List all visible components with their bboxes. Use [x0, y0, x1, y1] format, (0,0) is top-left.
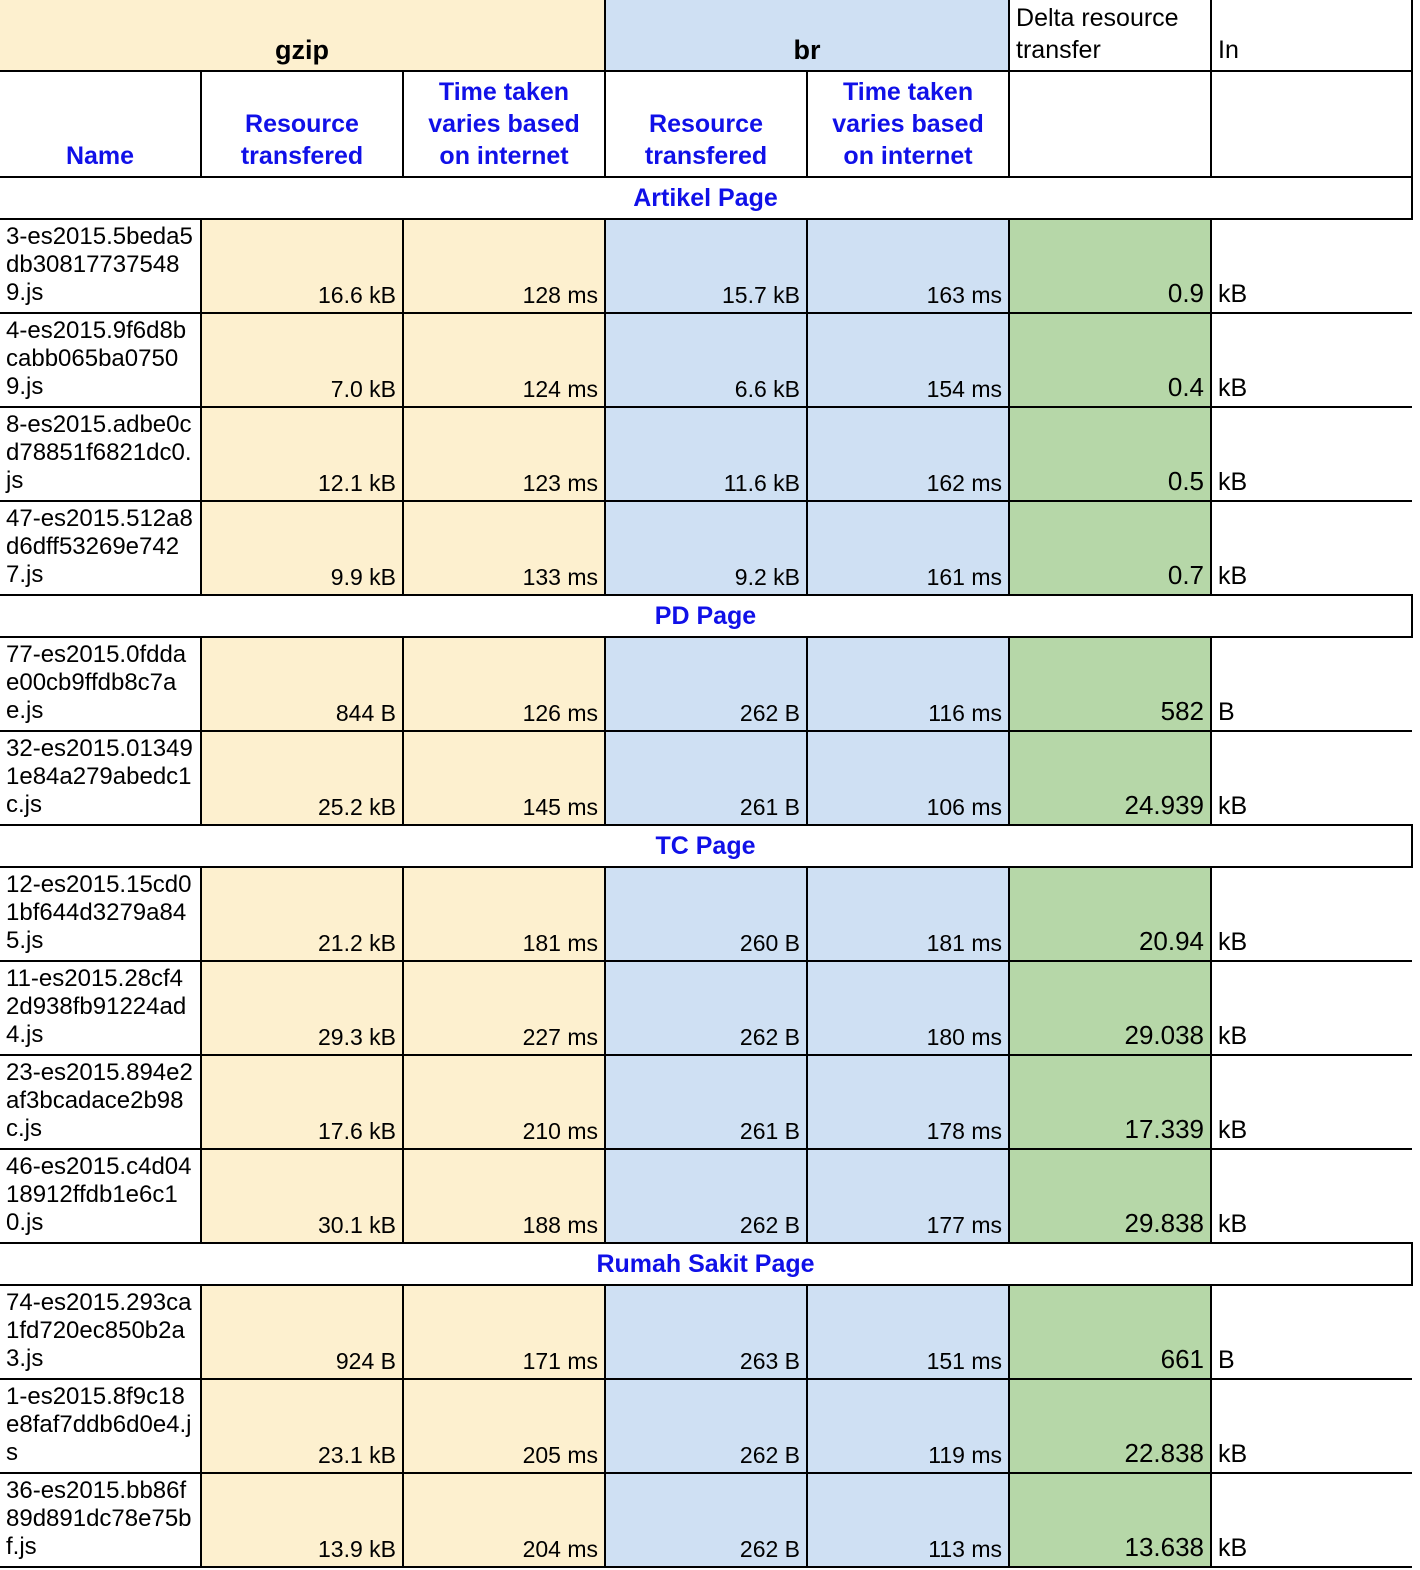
gzip-time-cell[interactable]: 145 ms: [403, 731, 605, 825]
br-size-cell[interactable]: 11.6 kB: [605, 407, 807, 501]
br-size-cell[interactable]: 262 B: [605, 1379, 807, 1473]
header-row-groups: [0, 0, 1412, 71]
br-time-cell[interactable]: 116 ms: [807, 637, 1009, 731]
gzip-size-cell[interactable]: 7.0 kB: [201, 313, 403, 407]
delta-header-line2: transfer: [1016, 36, 1101, 64]
br-size-cell[interactable]: 262 B: [605, 961, 807, 1055]
gzip-size-cell[interactable]: 844 B: [201, 637, 403, 731]
file-name-cell[interactable]: 23-es2015.894e2af3bcadace2b98c.js: [0, 1055, 201, 1149]
delta-value-cell[interactable]: 29.038: [1009, 961, 1211, 1055]
table-row: [0, 1473, 1412, 1567]
gzip-size-cell[interactable]: 13.9 kB: [201, 1473, 403, 1567]
delta-unit-cell[interactable]: kB: [1211, 313, 1412, 407]
gzip-time-line1: Time taken: [438, 78, 570, 106]
delta-value-cell[interactable]: 13.638: [1009, 1473, 1211, 1567]
br-time-cell[interactable]: 113 ms: [807, 1473, 1009, 1567]
br-size-cell[interactable]: 262 B: [605, 1473, 807, 1567]
br-size-cell[interactable]: 262 B: [605, 637, 807, 731]
gzip-size-cell[interactable]: 924 B: [201, 1285, 403, 1379]
br-size-cell[interactable]: 9.2 kB: [605, 501, 807, 595]
delta-value-cell[interactable]: 0.5: [1009, 407, 1211, 501]
delta-value-cell[interactable]: 661: [1009, 1285, 1211, 1379]
table-row: [0, 961, 1412, 1055]
gzip-size-cell[interactable]: 21.2 kB: [201, 867, 403, 961]
gzip-size-cell[interactable]: 17.6 kB: [201, 1055, 403, 1149]
delta-value-cell[interactable]: 0.4: [1009, 313, 1211, 407]
br-time-cell[interactable]: 177 ms: [807, 1149, 1009, 1243]
br-time-line3: on internet: [843, 142, 973, 170]
br-time-cell[interactable]: 154 ms: [807, 313, 1009, 407]
delta-unit-cell[interactable]: kB: [1211, 961, 1412, 1055]
file-name-cell[interactable]: 36-es2015.bb86f89d891dc78e75bf.js: [0, 1473, 201, 1567]
br-size-cell[interactable]: 15.7 kB: [605, 219, 807, 313]
table-row: [0, 1285, 1412, 1379]
gzip-time-column-header[interactable]: [403, 71, 605, 177]
gzip-time-cell[interactable]: 205 ms: [403, 1379, 605, 1473]
delta-value-cell[interactable]: 0.7: [1009, 501, 1211, 595]
file-name-cell[interactable]: 47-es2015.512a8d6dff53269e7427.js: [0, 501, 201, 595]
gzip-time-cell[interactable]: 126 ms: [403, 637, 605, 731]
file-name-cell[interactable]: 46-es2015.c4d0418912ffdb1e6c10.js: [0, 1149, 201, 1243]
section-row: [0, 595, 1412, 637]
header-row-columns: [0, 71, 1412, 177]
section-row: [0, 1243, 1412, 1285]
br-time-cell[interactable]: 119 ms: [807, 1379, 1009, 1473]
file-name-cell[interactable]: 12-es2015.15cd01bf644d3279a845.js: [0, 867, 201, 961]
file-name-cell[interactable]: 11-es2015.28cf42d938fb91224ad4.js: [0, 961, 201, 1055]
section-title[interactable]: Artikel Page: [0, 177, 1412, 219]
gzip-time-cell[interactable]: 123 ms: [403, 407, 605, 501]
delta-value-cell[interactable]: 24.939: [1009, 731, 1211, 825]
br-time-cell[interactable]: 161 ms: [807, 501, 1009, 595]
gzip-time-cell[interactable]: 128 ms: [403, 219, 605, 313]
delta-column-header-blank[interactable]: [1009, 71, 1211, 177]
name-column-header[interactable]: Name: [0, 71, 201, 177]
gzip-resource-column-header[interactable]: [201, 71, 403, 177]
file-name-cell[interactable]: 3-es2015.5beda5db308177375489.js: [0, 219, 201, 313]
br-size-cell[interactable]: 262 B: [605, 1149, 807, 1243]
table-row: [0, 1055, 1412, 1149]
br-time-cell[interactable]: 162 ms: [807, 407, 1009, 501]
gzip-time-cell[interactable]: 210 ms: [403, 1055, 605, 1149]
br-size-cell[interactable]: 260 B: [605, 867, 807, 961]
br-time-cell[interactable]: 163 ms: [807, 219, 1009, 313]
gzip-time-cell[interactable]: 171 ms: [403, 1285, 605, 1379]
table-row: [0, 219, 1412, 313]
br-time-cell[interactable]: 151 ms: [807, 1285, 1009, 1379]
gzip-resource-line1: Resource: [245, 110, 359, 138]
gzip-time-cell[interactable]: 181 ms: [403, 867, 605, 961]
gzip-group-header[interactable]: gzip: [0, 0, 605, 71]
gzip-time-cell[interactable]: 124 ms: [403, 313, 605, 407]
delta-unit-cell[interactable]: kB: [1211, 501, 1412, 595]
table-row: [0, 1149, 1412, 1243]
br-time-cell[interactable]: 178 ms: [807, 1055, 1009, 1149]
br-time-column-header[interactable]: [807, 71, 1009, 177]
file-name-cell[interactable]: 74-es2015.293ca1fd720ec850b2a3.js: [0, 1285, 201, 1379]
br-resource-line1: Resource: [649, 110, 763, 138]
file-name-cell[interactable]: 8-es2015.adbe0cd78851f6821dc0.js: [0, 407, 201, 501]
file-name-cell[interactable]: 1-es2015.8f9c18e8faf7ddb6d0e4.js: [0, 1379, 201, 1473]
delta-unit-cell[interactable]: kB: [1211, 1055, 1412, 1149]
delta-value-cell[interactable]: 22.838: [1009, 1379, 1211, 1473]
gzip-time-cell[interactable]: 133 ms: [403, 501, 605, 595]
section-title[interactable]: Rumah Sakit Page: [0, 1243, 1412, 1285]
br-resource-line2: transfered: [644, 142, 768, 170]
delta-unit-cell[interactable]: B: [1211, 1285, 1412, 1379]
br-time-cell[interactable]: 181 ms: [807, 867, 1009, 961]
gzip-size-cell[interactable]: 16.6 kB: [201, 219, 403, 313]
delta-value-cell[interactable]: 20.94: [1009, 867, 1211, 961]
delta-value-cell[interactable]: 17.339: [1009, 1055, 1211, 1149]
table-row: [0, 867, 1412, 961]
gzip-time-cell[interactable]: 188 ms: [403, 1149, 605, 1243]
table-row: [0, 501, 1412, 595]
table-row: [0, 637, 1412, 731]
file-name-cell[interactable]: 4-es2015.9f6d8bcabb065ba07509.js: [0, 313, 201, 407]
table-row: [0, 407, 1412, 501]
delta-unit-cell[interactable]: kB: [1211, 1473, 1412, 1567]
delta-unit-cell[interactable]: kB: [1211, 867, 1412, 961]
table-row: [0, 731, 1412, 825]
gzip-time-line3: on internet: [439, 142, 569, 170]
delta-value-cell[interactable]: 582: [1009, 637, 1211, 731]
gzip-size-cell[interactable]: 29.3 kB: [201, 961, 403, 1055]
delta-unit-cell[interactable]: kB: [1211, 731, 1412, 825]
gzip-resource-line2: transfered: [240, 142, 364, 170]
gzip-time-cell[interactable]: 227 ms: [403, 961, 605, 1055]
delta-unit-cell[interactable]: kB: [1211, 219, 1412, 313]
br-time-cell[interactable]: 106 ms: [807, 731, 1009, 825]
section-title[interactable]: TC Page: [0, 825, 1412, 867]
br-resource-column-header[interactable]: [605, 71, 807, 177]
section-row: [0, 825, 1412, 867]
delta-value-cell[interactable]: 0.9: [1009, 219, 1211, 313]
table-row: [0, 313, 1412, 407]
br-size-cell[interactable]: 263 B: [605, 1285, 807, 1379]
delta-unit-cell[interactable]: kB: [1211, 407, 1412, 501]
gzip-size-cell[interactable]: 30.1 kB: [201, 1149, 403, 1243]
delta-unit-cell[interactable]: kB: [1211, 1379, 1412, 1473]
br-size-cell[interactable]: 261 B: [605, 731, 807, 825]
gzip-size-cell[interactable]: 23.1 kB: [201, 1379, 403, 1473]
delta-header-line1: Delta resource: [1016, 4, 1179, 32]
gzip-size-cell[interactable]: 25.2 kB: [201, 731, 403, 825]
delta-value-cell[interactable]: 29.838: [1009, 1149, 1211, 1243]
br-size-cell[interactable]: 6.6 kB: [605, 313, 807, 407]
br-time-line1: Time taken: [842, 78, 974, 106]
br-size-cell[interactable]: 261 B: [605, 1055, 807, 1149]
delta-header[interactable]: [1009, 0, 1211, 71]
in-header[interactable]: In: [1211, 0, 1412, 71]
delta-unit-cell[interactable]: B: [1211, 637, 1412, 731]
section-row: [0, 177, 1412, 219]
table-row: [0, 1379, 1412, 1473]
gzip-time-cell[interactable]: 204 ms: [403, 1473, 605, 1567]
br-time-line2: varies based: [832, 110, 984, 138]
delta-unit-cell[interactable]: kB: [1211, 1149, 1412, 1243]
section-title[interactable]: PD Page: [0, 595, 1412, 637]
file-name-cell[interactable]: 77-es2015.0fddae00cb9ffdb8c7ae.js: [0, 637, 201, 731]
gzip-size-cell[interactable]: 9.9 kB: [201, 501, 403, 595]
gzip-time-line2: varies based: [428, 110, 580, 138]
gzip-size-cell[interactable]: 12.1 kB: [201, 407, 403, 501]
br-group-header[interactable]: br: [605, 0, 1009, 71]
file-name-cell[interactable]: 32-es2015.013491e84a279abedc1c.js: [0, 731, 201, 825]
br-time-cell[interactable]: 180 ms: [807, 961, 1009, 1055]
in-column-header-blank[interactable]: [1211, 71, 1412, 177]
